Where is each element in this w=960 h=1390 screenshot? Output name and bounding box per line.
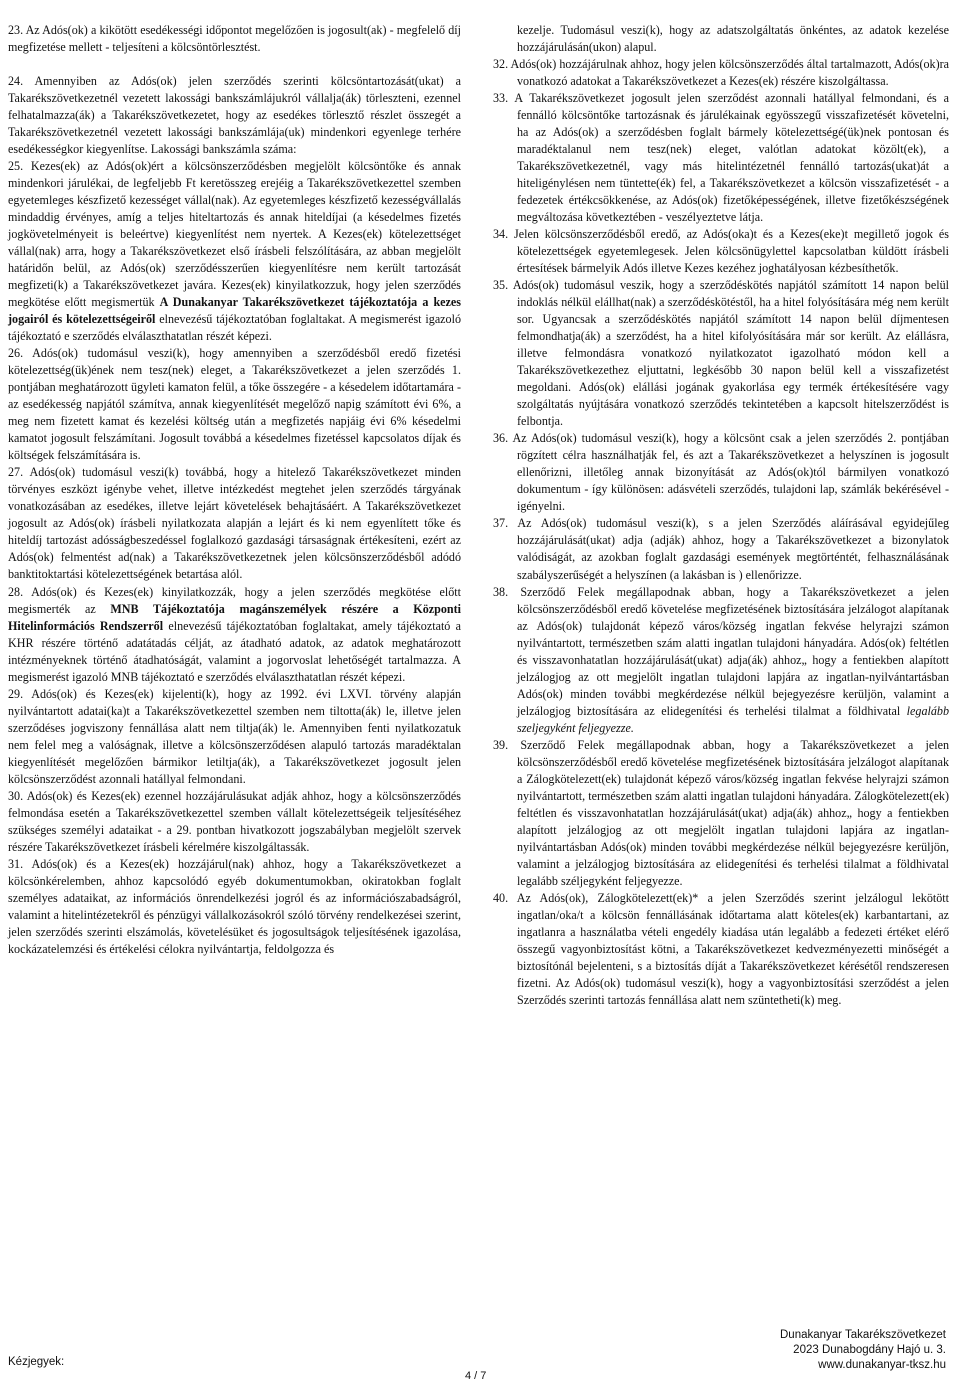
clause-38-italic: legalább szeljegyként feljegyezze. bbox=[517, 703, 949, 735]
clause-25 bbox=[8, 158, 461, 345]
clause-38-text: 38. Szerződő Felek megállapodnak abban, hogy a Takarékszövetkezet a jelen kölcsönszerződésből eredő követelése megfizetésének biztosítására jelzálogot alapítanak az Adós(ok) tulajdonát képező város/község ingatlan fekvése helyrajzi számon nyilvántartott, természetben szám alatti ingatlan tulajdoni hányadára. Adós(ok) feltétlen és visszavonhatatlan hozzájárulását(ukat) adja(ák) ahhoz„ hogy a fentiekben alapított jelzálogjog az ott megjelölt ingatlan tulajdoni lapjára az ingatlan-nyilvántartásban Adós(ok) minden további megkérdezése nélkül bejegyezésre kerüljön, valamint a jelzálogjog biztosítására az elidegenítési és terhelési tilalmat a földhivatal bbox=[493, 584, 949, 718]
clause-32: 32. Adós(ok) hozzájárulnak ahhoz, hogy jelen kölcsönszerződés által tartalmazott, Adós(ok)ra vonatkozó adatokat a Takarékszövetkezet a Kezes(ek) részére kiszolgáltassa. bbox=[493, 57, 949, 89]
clause-25-end: elnevezésű tájékoztatóban foglaltakat. A megismerést igazoló tájékoztató e szerződés elválaszthatatlan részét képezi. bbox=[8, 312, 462, 344]
clause-38 bbox=[493, 584, 949, 737]
clause-33: 33. A Takarékszövetkezet jogosult jelen szerződést azonnali hatállyal felmondani, és a fennálló kölcsöntőke tartozásnak és járulékainak egyösszegű visszafizetését követelni, ha az Adós(ok) a szerződésben foglalt bármely kötelezettségé(ük)nek pontosan és maradéktalanul nem tesz(nek) eleget, valótlan adatokat közölt(ek), a Takarékszövetkezetnél, vagy más hitelintézetnél fennálló tartozás(ukat)át a hiteligénylésen nem tüntette(ék) fel, a Takarékszövetkezet a kölcsön visszafizetését - a fedezetek értékcsökkenése, az Adós(ok) fizetőképességének, illetve fizetőkészségének megváltozása következtében - veszélyeztetve látja. bbox=[493, 91, 949, 225]
right-column bbox=[493, 22, 949, 1009]
clause-35: 35. Adós(ok) tudomásul veszik, hogy a szerződéskötés napjától számított 14 napon belül indoklás nélkül elállhat(nak) a szerződéskötéstől, ha a hitel folyósítására még nem került sor. Ugyancsak a szerződéskötés napjától számított 14 napon belül díjmentesen felmondhatja(ák) a szerződést, ha a hitel kifolyósítására már sor került. Az elállásra, illetve felmondásra vonatkozó nyilatkozatot igazolható módon kell a Takarékszövetkezethez eljuttatni, legkésőbb 30 napon belül kell a visszafizetést megoldani. Adós(ok) elállási jogának gyakorlása egy termék értékesítésére vagy szolgáltatás nyújtására vonatkozó szerződés tekintetében a kapcsolt hitelszerződést is felbontja. bbox=[493, 278, 949, 429]
bank-name: Dunakanyar Takarékszövetkezet bbox=[780, 1329, 946, 1341]
clause-24: 24. Amennyiben az Adós(ok) jelen szerződés szerinti kölcsöntartozását(ukat) a Takarékszövetkezetnél vezetett lakossági bankszámlájukról vállalja(ák) törleszteni, ezennel felhatalmazza(ák) a Takarékszövetkezetet, hogy az esedékes törlesztő részlet összegét a Takarékszövetkezetnél vezetett lakossági bankszámlája(uk) mindenkori egyenlege terhére esedékességkor kiegyenlítse. Lakossági bankszámla száma: bbox=[8, 74, 461, 157]
clause-36: 36. Az Adós(ok) tudomásul veszi(k), hogy a kölcsönt csak a jelen szerződés 2. pontjában rögzített célra használhatják fel, és azt a Takarékszövetkezet a helyszínen is jogosult ellenőrizni, illetőleg annak bizonyítását az Adós(ok)tól bármilyen vonatkozó dokumentum - így különösen: adásvételi szerződés, tulajdoni lap, számlák bekérésével - igényelni. bbox=[493, 431, 949, 514]
clause-28-bold: MNB Tájékoztatója magánszemélyek részére a Központi Hitelinformációs Rendszerről bbox=[8, 601, 461, 633]
bank-info bbox=[780, 1328, 946, 1373]
clause-39: 39. Szerződő Felek megállapodnak abban, hogy a Takarékszövetkezet a jelen kölcsönszerződésből eredő követelése megfizetésének biztosítására jelzálogot alapítanak a Zálogkötelezett(ek) tulajdonát képező város/község ingatlan fekvése helyrajzi számon nyilvántartott, természetben szám alatti ingatlan tulajdoni hányadára. Zálogkötelezett(ek) feltétlen és visszavonhatatlan hozzájárulását(ukat) adja(ák) ahhoz„ hogy a fentiekben alapított jelzálogjog az ott megjelölt ingatlan tulajdoni lapjára az ingatlan-nyilvántartásban Adós(ok) minden további megkérdezése nélkül bejegyezésre kerüljön, valamint a jelzálogjog biztosítására az elidegenítési és terhelési tilalmat a földhivatal legalább széljegyként feljegyezze. bbox=[493, 737, 949, 888]
clause-28-text: 28. Adós(ok) és Kezes(ek) kinyilatkozzák, hogy a jelen szerződés megkötése előtt megismerték az bbox=[8, 584, 461, 616]
clause-28 bbox=[8, 584, 461, 686]
clause-34: 34. Jelen kölcsönszerződésből eredő, az Adós(oka)t és a Kezes(eke)t megillető jogok és kötelezettségek egyetemlegesek. Jelen kölcsönügylettel kapcsolatban küldött írásbeli értesítések bármelyik Adós illetve Kezes kezéhez joghatályosan kézbesíthetők. bbox=[493, 227, 949, 276]
clause-27: 27. Adós(ok) tudomásul veszi(k) továbbá, hogy a hitelező Takarékszövetkezet minden törvényes eszközt igénybe vehet, illetve intézkedést megtehet jelen szerződés tárgyának vonatkozásában az esedékes, illetve lejárt követelések behajtásáért. A Takarékszövetkezet jogosult az Adós(ok) írásbeli nyilatkozata alapján a lejárt és ki nem egyenlített tőke és hiteldíj tartozást adósságbeszedéssel foglalkozó gazdasági társaságnak értékesíteni, ezért az Adós(ok) felmentést ad(nak) a Takarékszövetkezetnek jelen kölcsönszerződésből adódó banktitoktartási kötelezettségének betartása alól. bbox=[8, 465, 461, 582]
clause-26: 26. Adós(ok) tudomásul veszi(k), hogy amennyiben a szerződésből eredő fizetési kötelezettség(ük)ének nem tesz(nek) eleget, a Takarékszövetkezet a jelen szerződés 1. pontjában meghatározott ügyleti kamaton felül, a tőke összegére - a késedelem időtartamára - az esedékesség napjától számítva, annak kiegyenlítését megelőző napig számított évi 6%, a meg nem fizetett kamat és kezelési költség után a megfizetés napjáig évi 6% késedelmi kamatot jogosult felszámítani. Jogosult továbbá a késedelmes fizetéssel kapcsolatos díjak és költségek felszámítására is. bbox=[8, 346, 461, 463]
page-number: 4 / 7 bbox=[465, 1370, 487, 1382]
bank-url: www.dunakanyar-tksz.hu bbox=[818, 1359, 946, 1371]
clause-31-cont: kezelje. Tudomásul veszi(k), hogy az adatszolgáltatás önkéntes, az adatok kezelése hozzájárulásán(ukon) alapul. bbox=[517, 23, 949, 55]
clause-25-text: 25. Kezes(ek) az Adós(ok)ért a kölcsönszerződésben megjelölt kölcsöntőke és annak mindenkori járulékai, de legfeljebb Ft keretösszeg erejéig a Takarékszövetkezettel szemben egyetemleges készfizető kezességet vállal(nak). Az egyetemleges készfizető kezességvállalás mindaddig érvényes, amíg a teljes hiteltartozás és annak hiteldíjai (a késedelmes fizetés jogkövetelményeit is beleértve) kiegyenlítést nem nyertek. A Kezes(ek) kötelezettséget vállal(nak) arra, hogy a Takarékszövetkezet első írásbeli felszólítására, az abban megjelölt határidőn belül, az Adós(ok) szerződésszerűen kiegyenlítésre nem került tartozását megfizeti(k) a Takarékszövetkezet javára. Kezes(ek) kinyilatkozzuk, hogy jelen szerződés megkötése előtt megismertük bbox=[8, 159, 461, 310]
bank-address: 2023 Dunabogdány Hajó u. 3. bbox=[793, 1344, 946, 1356]
clause-30: 30. Adós(ok) és Kezes(ek) ezennel hozzájárulásukat adják ahhoz, hogy a kölcsönszerződés felmondása esetén a Takarékszövetkezettel szemben vállalt kötelezettségeik teljesítéséhez szükséges személyi adataikat - a 29. pontban hivatkozott jogszabályban megjelölt szervek részére Takarékszövetkezet írásbeli kérelmére kiszolgáltassák. bbox=[8, 788, 461, 854]
clause-31: 31. Adós(ok) és a Kezes(ek) hozzájárul(nak) ahhoz, hogy a Takarékszövetkezet a kölcsönkérelemben, ahhoz kapcsolódó egyéb dokumentumokban, okiratokban foglalt személyes adataikat, az információs önrendelkezési jogról és az információszabadságról, valamint a hitelintézetekről és pénzügyi vállalkozásokról szóló törvény rendelkezései szerint, jelen szerződés szerinti elszámolás, követelésüket és jogosultságok teljesítésének igazolása, kockázatelemzési és értékelési célokra nyilvántartja, feldolgozza és bbox=[8, 856, 461, 956]
clause-37: 37. Az Adós(ok) tudomásul veszi(k), s a jelen Szerződés aláírásával egyidejűleg hozzájárulását(ukat) adja (adják) ahhoz, hogy a Takarékszövetkezet a bizonylatok valódiságát, az azokban foglalt gazdasági események megtörténtét, felhasználásának szabályszerűségét a helyszínen (a lakásban is ) ellenőrizze. bbox=[493, 516, 949, 582]
signature-label: Kézjegyek: bbox=[8, 1356, 65, 1368]
clause-28-end: elnevezésű tájékoztatóban foglaltakat, amely tájékoztató a KHR részére történő adatátadás célját, az átadható adatok, az adatok meghatározott intézményeknek történő átadhatóságát, valamint a jogorvoslat lehetőségét tartalmazza. A megismerést igazoló MNB tájékoztató e szerződés elválaszthatatlan részét képezi. bbox=[8, 618, 461, 684]
clause-25-bold: A Dunakanyar Takarékszövetkezet tájékoztatója a kezes jogairól és kötelezettségeiről bbox=[8, 295, 461, 327]
clause-29: 29. Adós(ok) és Kezes(ek) kijelenti(k), hogy az 1992. évi LXVI. törvény alapján nyilvántartott adatai(ka)t a Takarékszövetkezettel szemben nem tiltotta(ák) le, illetve jelen szerződéses jogviszony fennállása alatt nem tiltja(ák) le. Amennyiben fenti nyilatkozatuk nem felel meg a valóságnak, illetve a kölcsönszerződésen alapuló tartozás maradéktalan kiegyenlítését megelőzően bármikor letiltja(ák), a Takarékszövetkezet jogosult jelen kölcsönszerződést azonnali hatállyal felmondani. bbox=[8, 686, 461, 786]
left-column bbox=[8, 22, 461, 958]
clause-23: 23. Az Adós(ok) a kikötött esedékességi időpontot megelőzően is jogosult(ak) - megfelelő díj megfizetése mellett - teljesíteni a kölcsöntörlesztést. bbox=[8, 23, 461, 55]
page-footer bbox=[0, 1328, 960, 1388]
clause-40: 40. Az Adós(ok), Zálogkötelezett(ek)* a jelen Szerződés szerint jelzálogul lekötött ingatlan/oka/t a kölcsön fennállásának időtartama alatt köteles(ek) karbantartani, az ingatlanra a használatba vételi engedély kiadása után legalább a fedezeti értéket elérő összegű vagyonbiztosítást kötni, a Takarékszövetkezet kedvezményezetti minőségét a biztosítónál bejelenteni, s a biztosítás díját a Takarékszövetkezet kérésétől rendszeresen fizetni. Az Adós(ok) tudomásul veszi(k), hogy a vagyonbiztosítási szerződést a jelen Szerződés szerinti tartozás fennállása alatt nem szüntetheti(k) meg. bbox=[493, 890, 949, 1007]
